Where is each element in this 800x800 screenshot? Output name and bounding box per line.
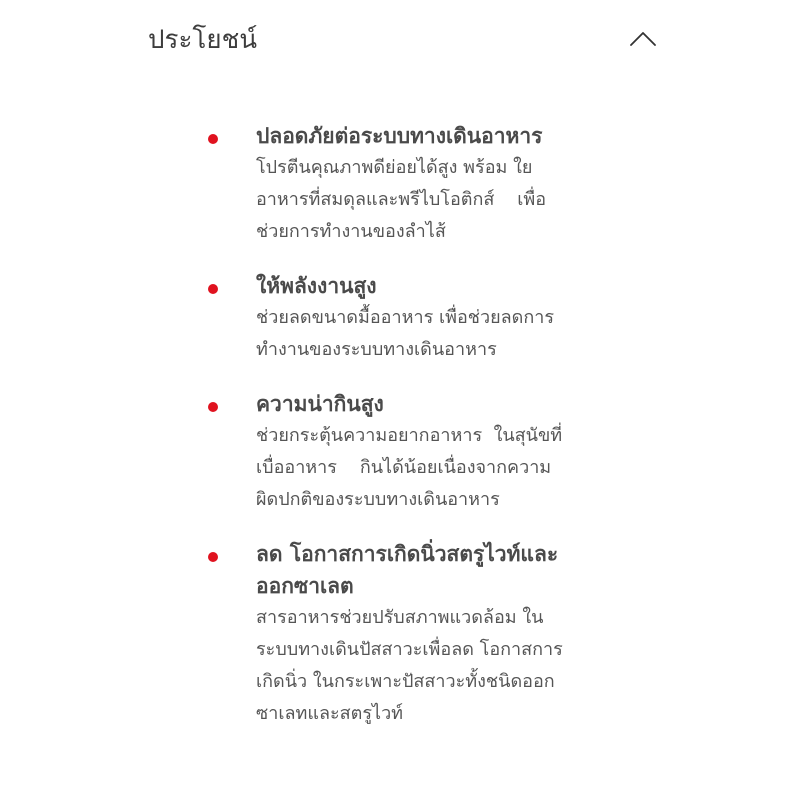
collapse-toggle-button[interactable]	[628, 24, 658, 54]
bullet-dot-icon	[208, 552, 218, 562]
benefit-description-line: สารอาหารช่วยปรับสภาพแวดล้อม ใน	[256, 607, 544, 628]
benefit-item	[200, 120, 640, 248]
benefit-description-line: ช่วยกระตุ้นความอยากอาหาร ในสุนัขที่	[256, 425, 563, 446]
benefit-description-line: ระบบทางเดินปัสสาวะเพื่อลด โอกาสการ	[256, 639, 563, 660]
benefit-description-line: อาหารที่สมดุลและพรีไบโอติกส์ เพื่อ	[256, 189, 547, 210]
benefit-title	[256, 538, 640, 602]
bullet-dot-icon	[208, 134, 218, 144]
benefit-description-line: เกิดนิ่ว ในกระเพาะปัสสาวะทั้งชนิดออก	[256, 671, 555, 692]
benefit-description	[256, 302, 640, 366]
benefit-description	[256, 152, 640, 248]
benefits-list	[200, 120, 640, 752]
bullet-dot-icon	[208, 402, 218, 412]
benefit-item	[200, 538, 640, 730]
benefit-title-line: ให้พลังงานสูง	[256, 274, 377, 298]
benefit-title-line: ออกซาเลต	[256, 574, 354, 598]
benefit-description-line: เบื่ออาหาร กินได้น้อยเนื่องจากความ	[256, 457, 552, 478]
benefit-description-line: ช่วยการทำงานของลำไส้	[256, 221, 446, 242]
benefit-title-line: ความน่ากินสูง	[256, 392, 384, 416]
benefit-title-line: ปลอดภัยต่อระบบทางเดินอาหาร	[256, 124, 543, 148]
chevron-up-icon	[628, 24, 658, 54]
benefit-description-line: โปรตีนคุณภาพดีย่อยได้สูง พร้อม ใย	[256, 157, 533, 178]
benefit-description-line: ช่วยลดขนาดมื้ออาหาร เพื่อช่วยลดการ	[256, 307, 555, 328]
benefit-description	[256, 602, 640, 730]
benefit-title-line: ลด โอกาสการเกิดนิ่วสตรูไวท์และ	[256, 542, 559, 566]
section-title: ประโยชน์	[148, 25, 258, 55]
benefit-title	[256, 388, 640, 420]
bullet-dot-icon	[208, 284, 218, 294]
benefit-description	[256, 420, 640, 516]
benefit-description-line: ทำงานของระบบทางเดินอาหาร	[256, 339, 497, 360]
benefit-item	[200, 388, 640, 516]
section-header[interactable]	[148, 16, 658, 66]
benefit-title	[256, 270, 640, 302]
benefit-title	[256, 120, 640, 152]
benefit-item	[200, 270, 640, 366]
benefit-description-line: ซาเลทและสตรูไวท์	[256, 703, 404, 724]
benefit-description-line: ผิดปกติของระบบทางเดินอาหาร	[256, 489, 500, 510]
